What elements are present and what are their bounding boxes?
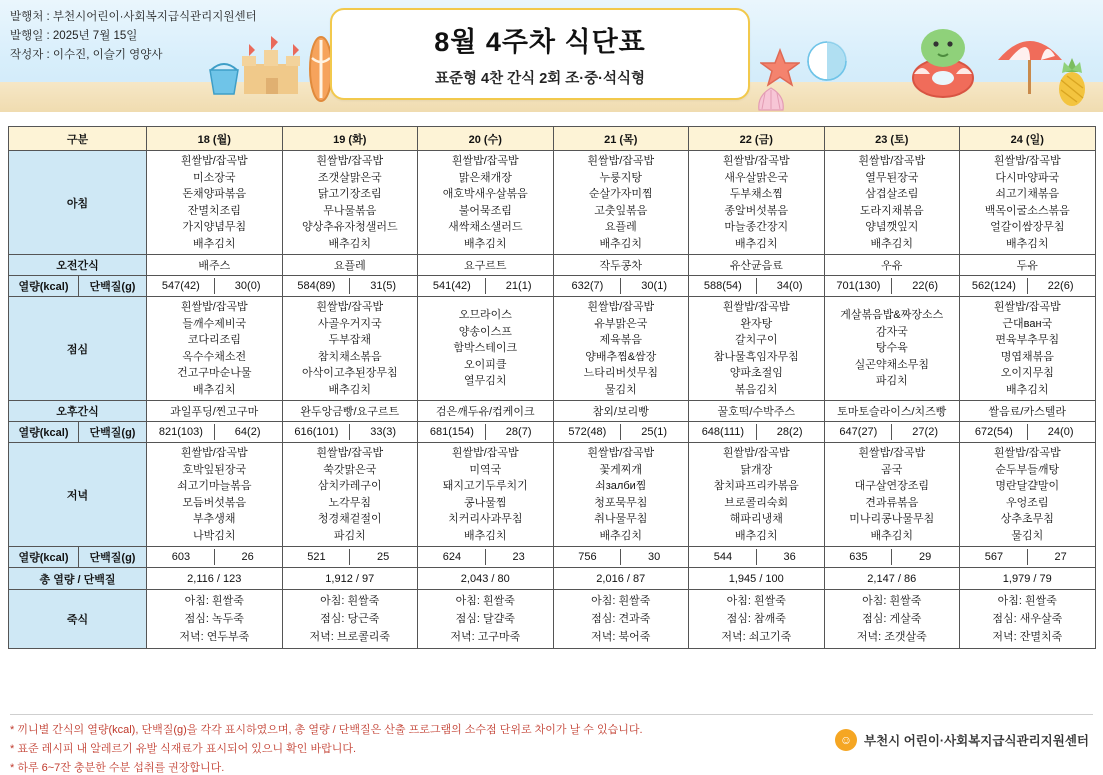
publisher-line: 발행처 : 부천시어린이·사회복지급식관리지원센터	[10, 11, 257, 23]
dinner-nutrition-cell-5	[824, 547, 960, 568]
poster-header	[0, 0, 1103, 112]
title-box	[330, 8, 750, 100]
afternoon-nutrition-protein-2: 28(7)	[505, 426, 532, 438]
morning-nutrition-protein-0: 30(0)	[234, 280, 261, 292]
page-subtitle: 표준형 4찬 간식 2회 조·중·석식형	[435, 71, 645, 87]
dinner-cell-1: 흰쌀밥/잡곡밥 쑥갓맑은국 삼치카레구이 노각무침 청경채겉절이 파김치	[282, 443, 418, 547]
dinner-nutrition-row	[9, 547, 1096, 568]
total-cell-6: 1,979 / 79	[960, 568, 1096, 590]
afternoon-nutrition-kcal-label: 열량(kcal)	[9, 422, 79, 443]
total-cell-5: 2,147 / 86	[824, 568, 960, 590]
total-cell-3: 2,016 / 87	[553, 568, 689, 590]
dinner-nutrition-protein-4: 36	[783, 551, 796, 563]
afternoon-nutrition-cell-4	[689, 422, 825, 443]
morning-nutrition-cell-5	[824, 276, 960, 297]
dinner-nutrition-protein-3: 30	[648, 551, 661, 563]
footer-note-3: * 하루 6~7잔 충분한 수분 섭취를 권장합니다.	[10, 762, 225, 774]
header-cell-day-5: 23 (토)	[824, 127, 960, 151]
dinner-nutrition-kcal-0: 603	[148, 549, 215, 565]
turtle-swim-ring-icon	[900, 16, 986, 102]
morning-snack-cell-4: 유산균음료	[689, 255, 825, 276]
afternoon-nutrition-protein-4: 28(2)	[776, 426, 803, 438]
menu-table-body	[9, 127, 1096, 649]
breakfast-cell-3: 흰쌀밥/잡곡밥 누룽지탕 순살가자미찜 고춧잎볶음 요플레 배추김치	[553, 151, 689, 255]
dinner-nutrition-kcal-6: 567	[961, 549, 1028, 565]
morning-nutrition-protein-3: 30(1)	[641, 280, 667, 292]
afternoon-snack-cell-0: 과일푸딩/찐고구마	[147, 401, 283, 422]
porridge-row	[9, 590, 1096, 649]
morning-nutrition-kcal-5: 701(130)	[826, 278, 893, 294]
dinner-nutrition-protein-5: 29	[919, 551, 932, 563]
header-cell-corner: 구분	[9, 127, 147, 151]
header-cell-day-0: 18 (월)	[147, 127, 283, 151]
dinner-nutrition-protein-6: 27	[1054, 551, 1067, 563]
afternoon-nutrition-kcal-5: 647(27)	[826, 424, 893, 440]
header-cell-day-3: 21 (목)	[553, 127, 689, 151]
total-row	[9, 568, 1096, 590]
lunch-cell-0: 흰쌀밥/잡곡밥 들깨수제비국 코다리조림 옥수수채소전 건고구마순나물 배추김치	[147, 297, 283, 401]
morning-nutrition-cell-1	[282, 276, 418, 297]
starfish-icon	[760, 48, 800, 88]
header-cell-day-6: 24 (일)	[960, 127, 1096, 151]
total-cell-0: 2,116 / 123	[147, 568, 283, 590]
header-cell-day-4: 22 (금)	[689, 127, 825, 151]
lunch-cell-3: 흰쌀밥/잡곡밥 유부맑은국 제육볶음 양배추찜&쌈장 느타리버섯무침 물김치	[553, 297, 689, 401]
footer-note-2: * 표준 레시피 내 알레르기 유발 식재료가 표시되어 있으니 확인 바랍니다.	[10, 743, 357, 755]
morning-nutrition-kcal-4: 588(54)	[690, 278, 757, 294]
breakfast-row	[9, 151, 1096, 255]
dinner-nutrition-cell-3	[553, 547, 689, 568]
afternoon-nutrition-protein-0: 64(2)	[234, 426, 261, 438]
morning-nutrition-cell-6	[960, 276, 1096, 297]
afternoon-nutrition-row	[9, 422, 1096, 443]
publish-date-line: 발행일 : 2025년 7월 15일	[10, 30, 138, 42]
dinner-nutrition-kcal-1: 521	[284, 549, 351, 565]
page-title: 8월 4주차 식단표	[434, 27, 646, 57]
dinner-nutrition-protein-2: 23	[512, 551, 525, 563]
morning-nutrition-protein-label: 단백질(g)	[79, 276, 147, 297]
afternoon-snack-cell-4: 꿀호떡/수박주스	[689, 401, 825, 422]
afternoon-nutrition-cell-0	[147, 422, 283, 443]
dinner-nutrition-kcal-4: 544	[690, 549, 757, 565]
porridge-label: 죽식	[9, 590, 147, 649]
dinner-cell-2: 흰쌀밥/잡곡밥 미역국 돼지고기두루치기 콩나물찜 치커리사과무침 배추김치	[418, 443, 554, 547]
afternoon-nutrition-protein-5: 27(2)	[912, 426, 938, 438]
dinner-nutrition-kcal-5: 635	[826, 549, 893, 565]
morning-nutrition-protein-1: 31(5)	[370, 280, 396, 292]
morning-nutrition-kcal-3: 632(7)	[555, 278, 622, 294]
afternoon-nutrition-kcal-2: 681(154)	[419, 424, 486, 440]
afternoon-snack-cell-2: 검은깨두유/컵케이크	[418, 401, 554, 422]
header-cell-day-1: 19 (화)	[282, 127, 418, 151]
morning-snack-label: 오전간식	[9, 255, 147, 276]
porridge-cell-1: 아침: 흰쌀죽 점심: 당근죽 저녁: 브로콜리죽	[282, 590, 418, 649]
afternoon-nutrition-cell-5	[824, 422, 960, 443]
footer-note-1: * 끼니별 간식의 열량(kcal), 단백질(g)을 각각 표시하였으며, 총 열량 / 단백질은 산출 프로그램의 소수점 단위로 차이가 날 수 있습니다.	[10, 724, 643, 736]
morning-snack-cell-6: 두유	[960, 255, 1096, 276]
dinner-nutrition-protein-label: 단백질(g)	[79, 547, 147, 568]
afternoon-nutrition-cell-6	[960, 422, 1096, 443]
dinner-cell-5: 흰쌀밥/잡곡밥 곰국 대구살연장조림 견과류볶음 미나리콩나물무침 배추김치	[824, 443, 960, 547]
dinner-row	[9, 443, 1096, 547]
morning-nutrition-kcal-6: 562(124)	[961, 278, 1028, 294]
dinner-cell-4: 흰쌀밥/잡곡밥 닭개장 참치파프리카볶음 브로콜리숙회 해파리냉채 배추김치	[689, 443, 825, 547]
morning-nutrition-cell-2	[418, 276, 554, 297]
dinner-nutrition-cell-4	[689, 547, 825, 568]
afternoon-snack-cell-3: 참외/보리빵	[553, 401, 689, 422]
morning-snack-cell-3: 작두콩차	[553, 255, 689, 276]
dinner-nutrition-kcal-2: 624	[419, 549, 486, 565]
morning-snack-cell-5: 우유	[824, 255, 960, 276]
footer	[10, 714, 1093, 775]
brand-name: 부천시 어린이·사회복지급식관리지원센터	[864, 734, 1089, 748]
total-cell-4: 1,945 / 100	[689, 568, 825, 590]
morning-nutrition-kcal-2: 541(42)	[419, 278, 486, 294]
afternoon-nutrition-kcal-0: 821(103)	[148, 424, 215, 440]
total-cell-2: 2,043 / 80	[418, 568, 554, 590]
table-header-row	[9, 127, 1096, 151]
afternoon-nutrition-cell-2	[418, 422, 554, 443]
dinner-nutrition-cell-1	[282, 547, 418, 568]
morning-nutrition-kcal-1: 584(89)	[284, 278, 351, 294]
lunch-cell-6: 흰쌀밥/잡곡밥 근대ван국 편육부추무침 명엽채볶음 오이지무침 배추김치	[960, 297, 1096, 401]
morning-nutrition-protein-4: 34(0)	[776, 280, 803, 292]
breakfast-cell-6: 흰쌀밥/잡곡밥 다시마양파국 쇠고기채볶음 백목이굴소스볶음 얼갈이쌈장무침 배추김치	[960, 151, 1096, 255]
bucket-icon	[205, 60, 243, 100]
dinner-nutrition-protein-0: 26	[241, 551, 254, 563]
porridge-cell-0: 아침: 흰쌀죽 점심: 녹두죽 저녁: 연두부죽	[147, 590, 283, 649]
total-label: 총 열량 / 단백질	[9, 568, 147, 590]
lunch-cell-4: 흰쌀밥/잡곡밥 완자탕 갈치구이 참나물흑임자무침 양파초절임 볶음김치	[689, 297, 825, 401]
afternoon-nutrition-kcal-3: 572(48)	[555, 424, 622, 440]
porridge-cell-5: 아침: 흰쌀죽 점심: 게살죽 저녁: 조갯살죽	[824, 590, 960, 649]
breakfast-cell-5: 흰쌀밥/잡곡밥 열무된장국 삼겹살조림 도라지채볶음 양념깻잎지 배추김치	[824, 151, 960, 255]
lunch-cell-1: 흰쌀밥/잡곡밥 사골우거지국 두부잡채 참치채소볶음 아삭이고추된장무침 배추김치	[282, 297, 418, 401]
porridge-cell-3: 아침: 흰쌀죽 점심: 견과죽 저녁: 북어죽	[553, 590, 689, 649]
breakfast-cell-0: 흰쌀밥/잡곡밥 미소장국 돈채양파볶음 잔멸치조림 가지양념무침 배추김치	[147, 151, 283, 255]
morning-nutrition-kcal-0: 547(42)	[148, 278, 215, 294]
morning-snack-cell-1: 요플레	[282, 255, 418, 276]
afternoon-nutrition-protein-3: 25(1)	[641, 426, 667, 438]
morning-nutrition-cell-0	[147, 276, 283, 297]
lunch-cell-5: 게살볶음밥&짜장소스 감자국 탕수육 실곤약채소무침 파김치	[824, 297, 960, 401]
header-cell-day-2: 20 (수)	[418, 127, 554, 151]
dinner-nutrition-protein-1: 25	[377, 551, 390, 563]
morning-nutrition-cell-3	[553, 276, 689, 297]
breakfast-cell-2: 흰쌀밥/잡곡밥 맑은채개장 애호박새우살볶음 불어묵조림 새싹채소샐러드 배추김치	[418, 151, 554, 255]
morning-nutrition-protein-5: 22(6)	[912, 280, 938, 292]
shell-icon	[756, 86, 786, 112]
porridge-cell-4: 아침: 흰쌀죽 점심: 참깨죽 저녁: 쇠고기죽	[689, 590, 825, 649]
breakfast-cell-1: 흰쌀밥/잡곡밥 조갯살맑은국 닭고기장조림 무나물볶음 양상추유자청샐러드 배추김치	[282, 151, 418, 255]
afternoon-nutrition-protein-1: 33(3)	[370, 426, 396, 438]
afternoon-nutrition-kcal-6: 672(54)	[961, 424, 1028, 440]
dinner-nutrition-cell-6	[960, 547, 1096, 568]
afternoon-snack-cell-1: 완두앙금빵/요구르트	[282, 401, 418, 422]
dinner-nutrition-kcal-label: 열량(kcal)	[9, 547, 79, 568]
afternoon-snack-row	[9, 401, 1096, 422]
lunch-row	[9, 297, 1096, 401]
dinner-label: 저녁	[9, 443, 147, 547]
author-line: 작성자 : 이수진, 이슬기 영양사	[10, 49, 163, 61]
morning-nutrition-protein-6: 22(6)	[1047, 280, 1074, 292]
dinner-cell-0: 흰쌀밥/잡곡밥 호박잎된장국 쇠고기마늘볶음 모듬버섯볶음 부추생채 나박김치	[147, 443, 283, 547]
morning-snack-cell-0: 배주스	[147, 255, 283, 276]
afternoon-snack-label: 오후간식	[9, 401, 147, 422]
lunch-cell-2: 오므라이스 양송이스프 함박스테이크 오이피클 열무김치	[418, 297, 554, 401]
dinner-nutrition-cell-2	[418, 547, 554, 568]
breakfast-cell-4: 흰쌀밥/잡곡밥 새우살맑은국 두부채소찜 종알버섯볶음 마늘종간장지 배추김치	[689, 151, 825, 255]
menu-table-wrap	[8, 126, 1095, 649]
dinner-cell-3: 흰쌀밥/잡곡밥 꽃게찌개 쇠залби찜 청포묵무침 취나물무침 배추김치	[553, 443, 689, 547]
morning-nutrition-kcal-label: 열량(kcal)	[9, 276, 79, 297]
dinner-nutrition-kcal-3: 756	[555, 549, 622, 565]
afternoon-snack-cell-5: 토마토슬라이스/치즈빵	[824, 401, 960, 422]
morning-snack-cell-2: 요구르트	[418, 255, 554, 276]
pineapple-icon	[1052, 56, 1092, 108]
dinner-nutrition-cell-0	[147, 547, 283, 568]
afternoon-nutrition-cell-3	[553, 422, 689, 443]
brand-block	[835, 729, 1089, 751]
afternoon-nutrition-protein-6: 24(0)	[1047, 426, 1074, 438]
afternoon-nutrition-protein-label: 단백질(g)	[79, 422, 147, 443]
publication-info	[10, 8, 257, 65]
afternoon-nutrition-kcal-1: 616(101)	[284, 424, 351, 440]
porridge-cell-6: 아침: 흰쌀죽 점심: 새우살죽 저녁: 잔멸치죽	[960, 590, 1096, 649]
total-cell-1: 1,912 / 97	[282, 568, 418, 590]
menu-table	[8, 126, 1096, 649]
morning-snack-row	[9, 255, 1096, 276]
afternoon-nutrition-kcal-4: 648(111)	[690, 424, 757, 440]
lunch-label: 점심	[9, 297, 147, 401]
morning-nutrition-row	[9, 276, 1096, 297]
morning-nutrition-protein-2: 21(1)	[505, 280, 532, 292]
center-logo-icon: ☺	[835, 729, 857, 751]
afternoon-snack-cell-6: 쌀음료/카스텔라	[960, 401, 1096, 422]
porridge-cell-2: 아침: 흰쌀죽 점심: 달걀죽 저녁: 고구마죽	[418, 590, 554, 649]
beach-ball-icon	[806, 40, 848, 82]
afternoon-nutrition-cell-1	[282, 422, 418, 443]
breakfast-label: 아침	[9, 151, 147, 255]
dinner-cell-6: 흰쌀밥/잡곡밥 순두부들깨탕 명란달걀말이 우엉조림 상추초무침 물김치	[960, 443, 1096, 547]
morning-nutrition-cell-4	[689, 276, 825, 297]
